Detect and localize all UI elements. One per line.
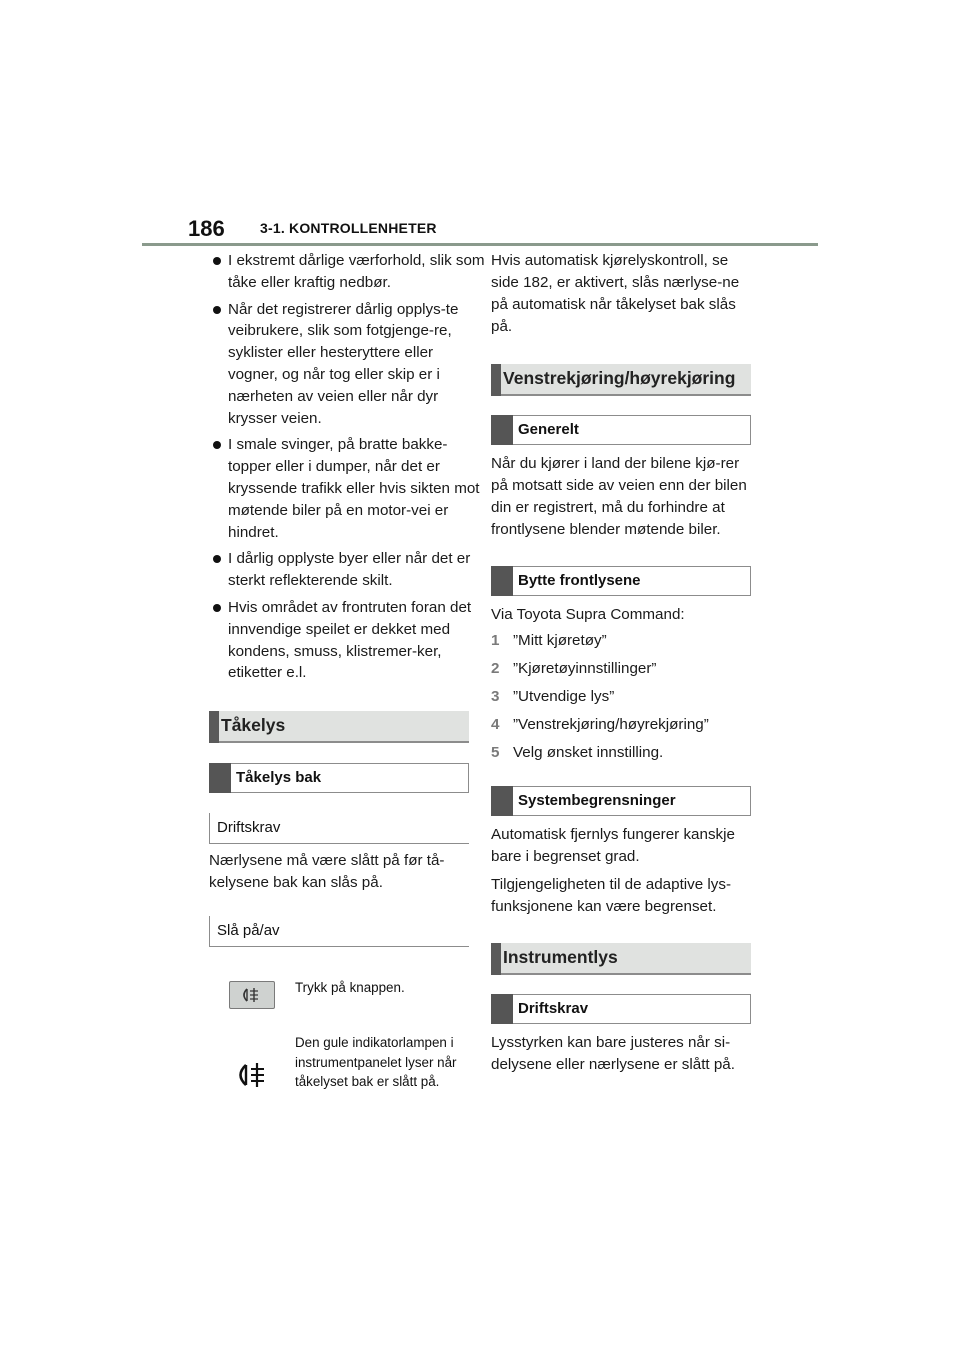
press-button-text: Trykk på knappen. [295,980,405,996]
general-text: Når du kjører i land der bilene kjø-rer på motsatt side av veien enn der bilen din er registrert, må du forhindre at frontlysene blender møtende biler. [491,455,747,538]
via-text: Via Toyota Supra Command: [491,606,685,623]
section-title: 3-1. KONTROLLENHETER [260,220,437,236]
list-item: 2 ”Kjøretøyinnstillinger” [491,660,657,677]
limits-text-1: Automatisk fjernlys fungerer kanskje bare i begrenset grad. [491,826,735,865]
list-item: I dårlig opplyste byer eller når det er sterkt reflekterende skilt. [209,548,486,592]
heading-instrument-lights: Instrumentlys [491,943,751,975]
bullet-icon [213,555,221,563]
page-header [142,212,818,248]
heading-traffic-side: Venstrekjøring/høyrekjøring [491,364,751,396]
list-item: 3 ”Utvendige lys” [491,688,615,705]
fog-light-button-icon [229,981,275,1009]
bullet-icon [213,306,221,314]
fog-button-row [209,973,469,1029]
list-item: I ekstremt dårlige værforhold, slik som tåke eller kraftig nedbør. [209,250,486,294]
left-column [209,250,485,1119]
rear-fog-indicator-icon [233,1061,269,1094]
heading-fog-lights: Tåkelys [209,711,469,743]
list-item: I smale svinger, på bratte bakke-topper eller i dumper, når det er kryssende trafikk eller hvis sikten mot møtende biler på en motor-vei er hindret. [209,434,486,543]
label-requirements: Driftskrav [209,813,469,844]
bullet-icon [213,441,221,449]
subheading-general: Generelt [491,415,751,445]
list-item: Når det registrerer dårlig opplys-te veibrukere, slik som fotgjenge-re, syklister eller hesteryttere eller vogner, og når tog eller skip er i nærheten av veien eller når dyr krysser veien. [209,299,486,430]
indicator-text: Den gule indikatorlampen i instrumentpanelet lyser når tåkelyset bak er slått på. [295,1035,457,1090]
label-on-off: Slå på/av [209,916,469,947]
intro-text: Hvis automatisk kjørelyskontroll, se side 182, er aktivert, slås nærlyse-ne på automatisk når tåkelyset bak slås på. [491,252,740,335]
list-item: Hvis området av frontruten foran det innvendige speilet er dekket med kondens, smuss, klistremer-ker, etiketter e.l. [209,597,486,684]
subheading-system-limits: Systembegrensninger [491,786,751,816]
instrument-text: Lysstyrken kan bare justeres når si-delysene eller nærlysene er slått på. [491,1034,735,1073]
subheading-rear-fog: Tåkelys bak [209,763,469,793]
list-item: 1 ”Mitt kjøretøy” [491,632,607,649]
limits-text-2: Tilgjengeligheten til de adaptive lys-funksjonene kan være begrenset. [491,876,732,915]
bullet-icon [213,257,221,265]
list-item: 4 ”Venstrekjøring/høyrekjøring” [491,716,709,733]
header-divider [142,243,818,246]
subheading-requirements: Driftskrav [491,994,751,1024]
requirements-text: Nærlysene må være slått på før tå-kelysene bak kan slås på. [209,852,445,892]
bullet-icon [213,604,221,612]
indicator-row [209,1029,469,1119]
right-column [491,250,751,1082]
steps-list [491,630,751,764]
list-item: 5 Velg ønsket innstilling. [491,744,664,761]
subheading-change-headlights: Bytte frontlysene [491,566,751,596]
page-number: 186 [188,216,225,241]
